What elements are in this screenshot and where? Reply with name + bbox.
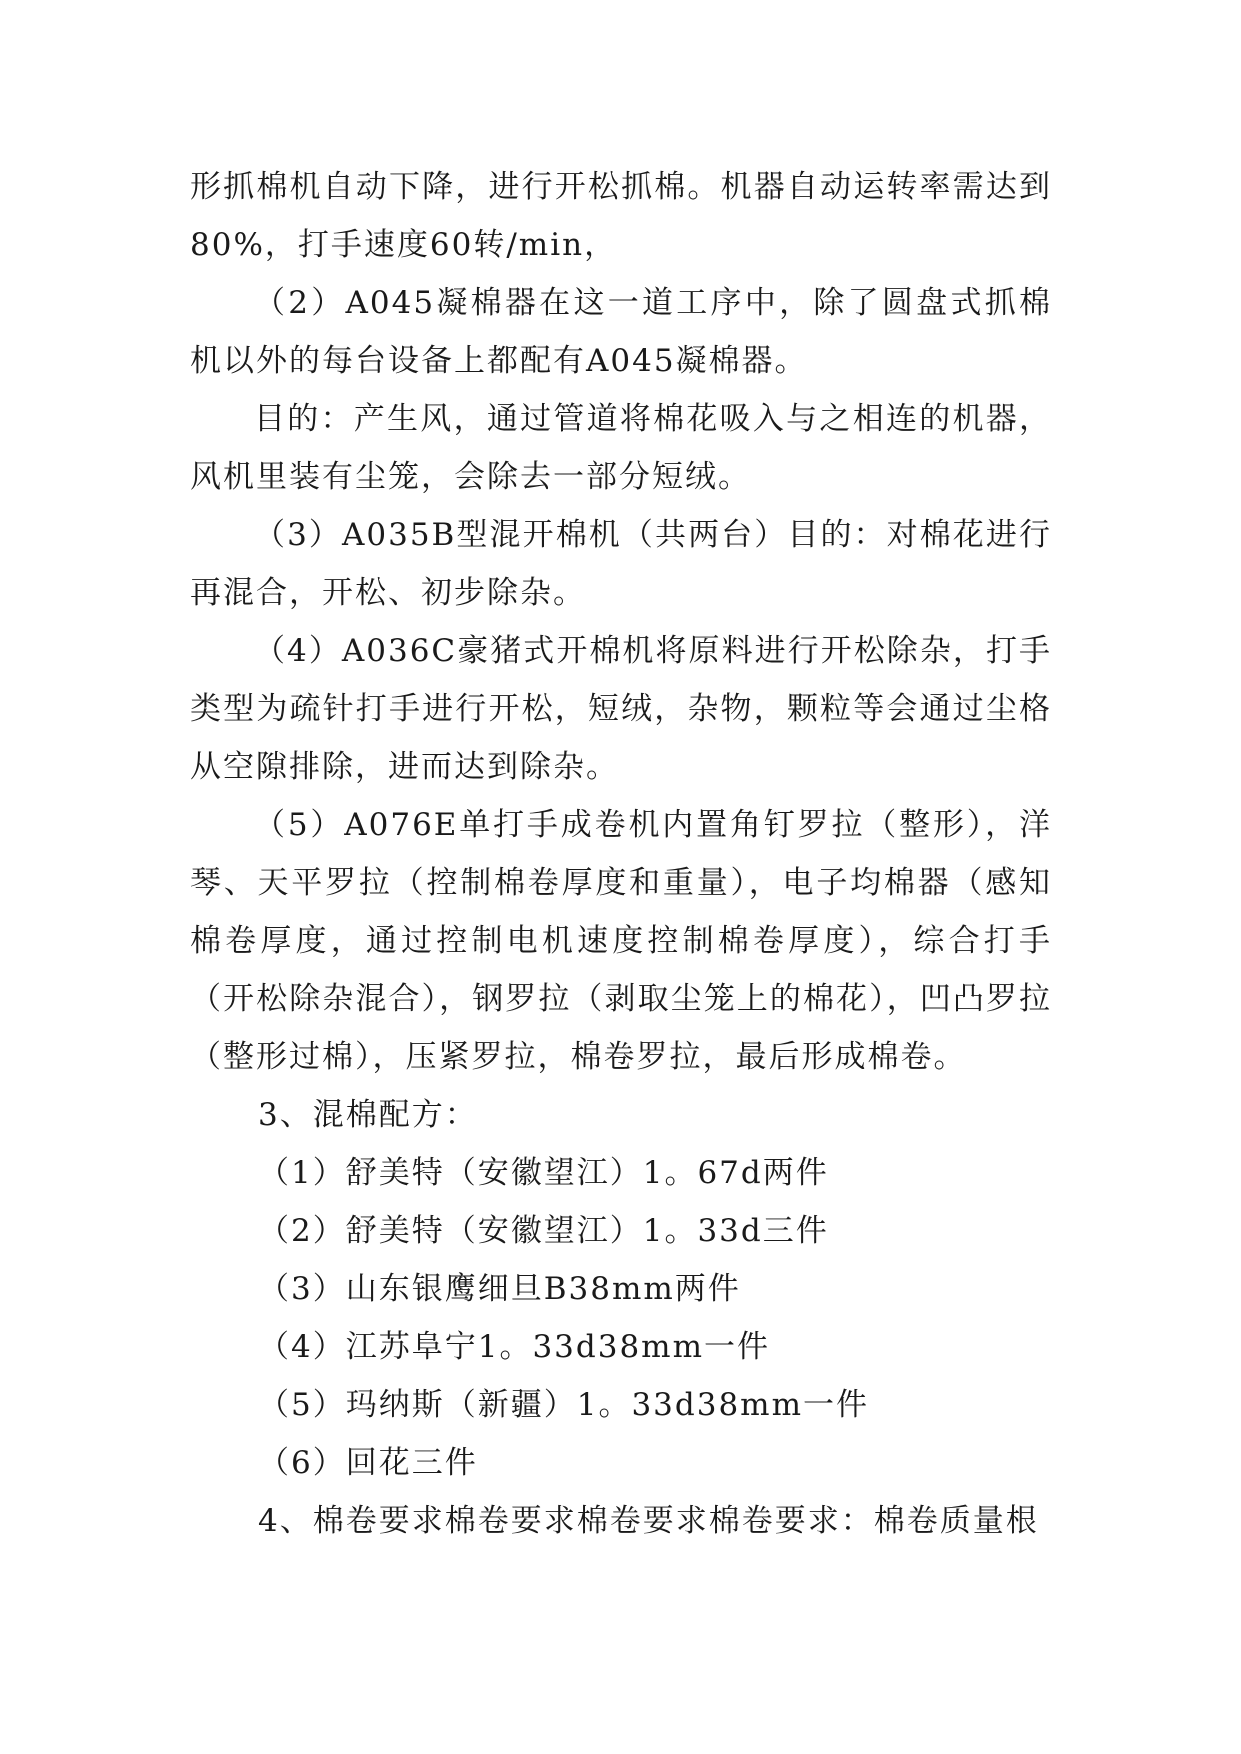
paragraph-a035b-mixer: （3）A035B型混开棉机（共两台）目的：对棉花进行再混合，开松、初步除杂。 [190, 517, 1052, 611]
list-item-blend-5: （5）玛纳斯（新疆）1。33d38mm一件 [258, 1387, 869, 1423]
list-item-blend-2: （2）舒美特（安徽望江）1。33d三件 [258, 1213, 829, 1249]
paragraph-purpose: 目的：产生风，通过管道将棉花吸入与之相连的机器，风机里装有尘笼，会除去一部分短绒。 [190, 401, 1052, 495]
paragraph-a076e-lap-machine: （5）A076E单打手成卷机内置角钉罗拉（整形），洋琴、天平罗拉（控制棉卷厚度和重量），电子均棉器（感知棉卷厚度，通过控制电机速度控制棉卷厚度），综合打手（开松除杂混合），钢罗拉（剥取尘笼上的棉花），凹凸罗拉（整形过棉），压紧罗拉，棉卷罗拉，最后形成棉卷。 [190, 807, 1052, 1075]
heading-blend-formula: 3、混棉配方： [258, 1097, 478, 1133]
paragraph-a036c-opener: （4）A036C豪猪式开棉机将原料进行开松除杂，打手类型为疏针打手进行开松，短绒，杂物，颗粒等会通过尘格从空隙排除，进而达到除杂。 [190, 633, 1052, 785]
list-item-blend-1: （1）舒美特（安徽望江）1。67d两件 [258, 1155, 829, 1191]
list-item-blend-3: （3）山东银鹰细旦B38mm两件 [258, 1271, 741, 1307]
paragraph-a045-condenser: （2）A045凝棉器在这一道工序中，除了圆盘式抓棉机以外的每台设备上都配有A045凝棉器。 [190, 285, 1052, 379]
list-item-blend-6: （6）回花三件 [258, 1445, 478, 1481]
list-item-blend-4: （4）江苏阜宁1。33d38mm一件 [258, 1329, 770, 1365]
paragraph-continuation: 形抓棉机自动下降，进行开松抓棉。机器自动运转率需达到80%，打手速度60转/min， [190, 169, 1052, 263]
document-body [190, 158, 1052, 1550]
heading-lap-requirements: 4、棉卷要求棉卷要求棉卷要求棉卷要求：棉卷质量根 [258, 1503, 1039, 1539]
